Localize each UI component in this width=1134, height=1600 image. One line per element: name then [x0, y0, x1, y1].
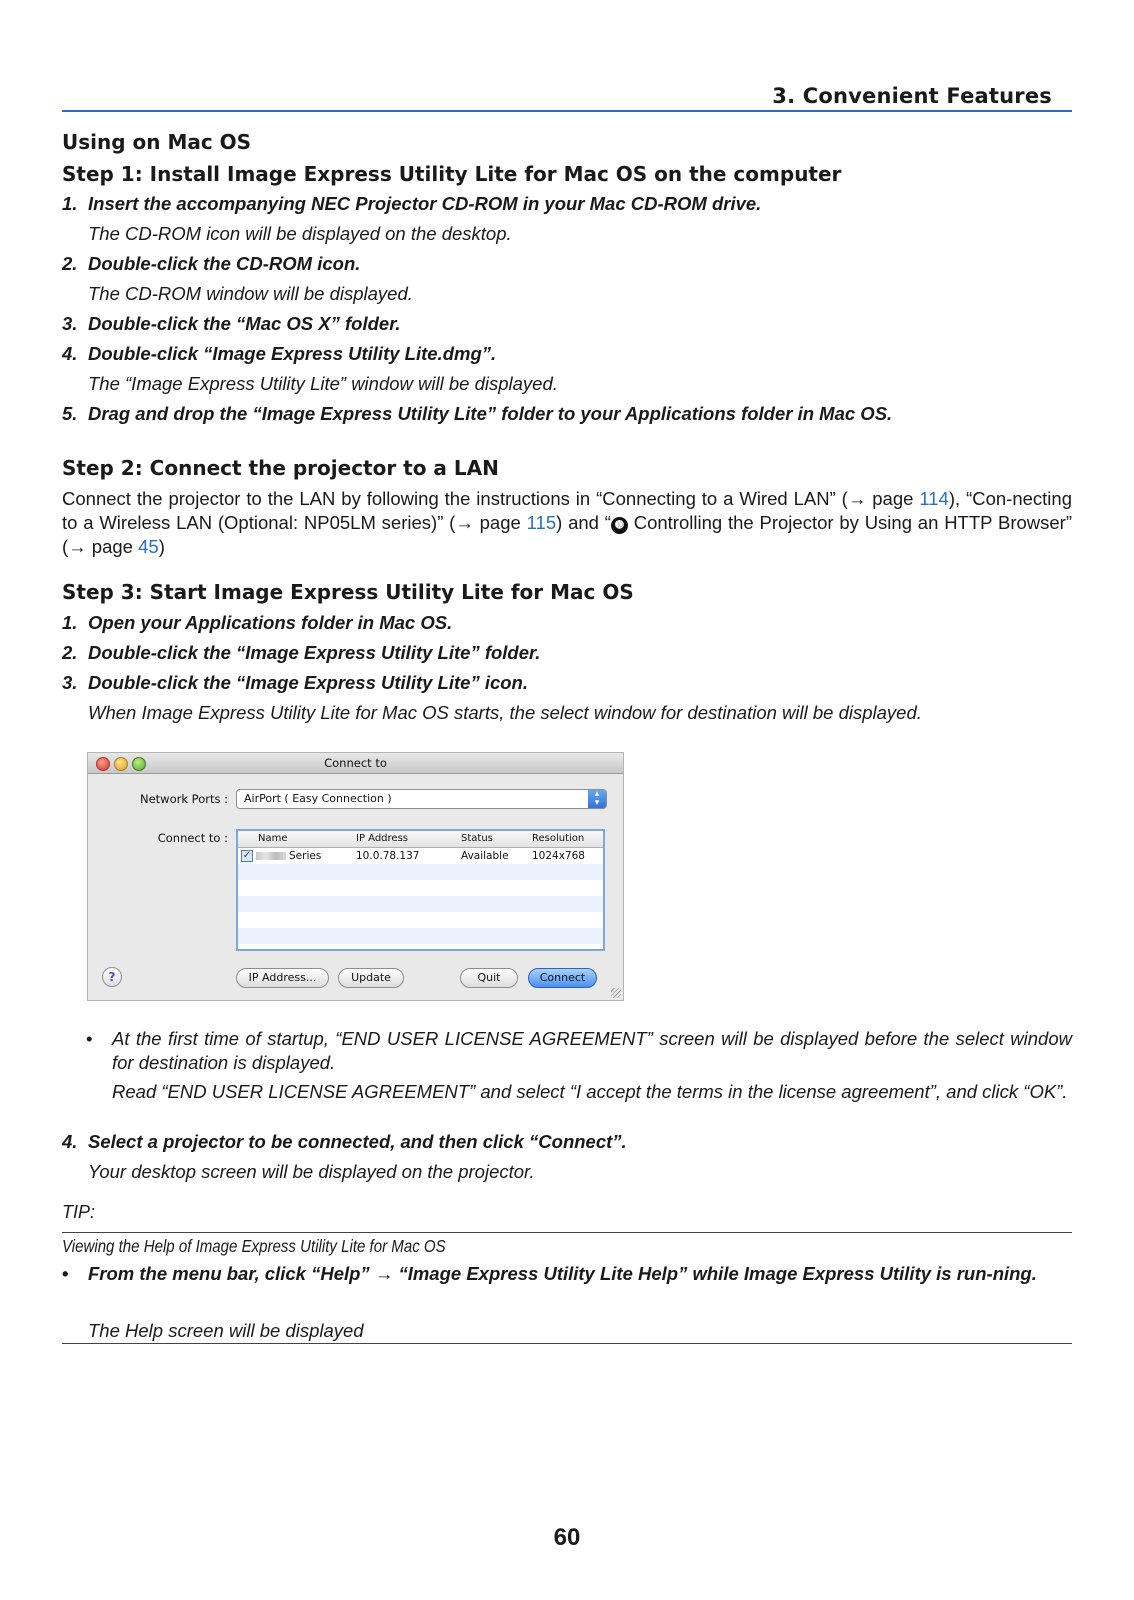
page-link-45[interactable]: 45: [138, 536, 159, 557]
table-row: [238, 880, 603, 896]
tip-bottom-rule: [62, 1343, 1072, 1344]
table-row: [238, 864, 603, 880]
chapter-title: 3. Convenient Features: [772, 84, 1052, 108]
tip-title: Viewing the Help of Image Express Utility Lite for Mac OS: [62, 1236, 446, 1256]
item-text: Double-click “Image Express Utility Lite.dmg”.: [88, 343, 497, 364]
step1-item-4-note: The “Image Express Utility Lite” window will be displayed.: [88, 373, 558, 394]
connect-button[interactable]: Connect: [528, 968, 597, 988]
step2-text: Connect the projector to the LAN by following the instructions in “Connecting to a Wired LAN” (→ page: [62, 488, 920, 509]
page-link-115[interactable]: 115: [526, 512, 557, 533]
bullet-icon: •: [86, 1028, 93, 1049]
item-number: 3.: [62, 672, 78, 693]
step3-item-2: [62, 642, 540, 664]
connect-to-dialog: [87, 752, 624, 1001]
step1-item-1-note: The CD-ROM icon will be displayed on the desktop.: [88, 223, 512, 244]
item-number: 3.: [62, 313, 78, 334]
item-text: Double-click the “Image Express Utility Lite” folder.: [88, 642, 541, 663]
step3-item-4-note: Your desktop screen will be displayed on the projector.: [88, 1161, 535, 1182]
header-rule: [62, 110, 1072, 112]
step2-text: ), “Con-necting to a Wireless LAN (Optional: NP05LM series)” (→ page: [62, 488, 1072, 533]
update-button[interactable]: Update: [338, 968, 404, 988]
table-row[interactable]: [238, 848, 603, 864]
row-resolution: 1024x768: [532, 850, 585, 862]
network-ports-select[interactable]: [236, 789, 607, 809]
item-number: 2.: [62, 642, 78, 663]
network-ports-label: Network Ports :: [140, 792, 228, 806]
dialog-title: Connect to: [324, 756, 387, 770]
eula-note: Read “END USER LICENSE AGREEMENT” and select “I accept the terms in the license agreement”, and click “OK”.: [112, 1081, 1068, 1102]
tip-label: TIP:: [62, 1202, 96, 1222]
item-text: Open your Applications folder in Mac OS.: [88, 612, 453, 633]
bullet-icon: •: [62, 1263, 69, 1284]
chapter-10-icon: ➓: [611, 517, 628, 534]
startup-bullet-text: At the first time of startup, “END USER LICENSE AGREEMENT” screen will be displayed before the select window for destination is displayed.: [112, 1028, 1072, 1073]
step2-title: Step 2: Connect the projector to a LAN: [62, 456, 499, 480]
item-number: 4.: [62, 343, 78, 364]
column-header-status[interactable]: Status: [461, 833, 493, 844]
step3-item-3: [62, 672, 528, 694]
step2-text: ) and “: [556, 512, 611, 533]
step2-text: Controlling the Projector by Using an HTTP Browser” (→ page: [62, 512, 1072, 557]
blurred-model-name: [256, 852, 286, 860]
tip-bullet-text: From the menu bar, click “Help” → “Image Express Utility Lite Help” while Image Express Utility is run-ning.: [88, 1263, 1037, 1284]
step1-item-4: [62, 343, 496, 365]
table-row: [238, 928, 603, 944]
network-ports-value: AirPort ( Easy Connection ): [244, 792, 392, 805]
table-row: [238, 912, 603, 928]
step3-item-4: [62, 1131, 627, 1153]
ip-address-button[interactable]: IP Address...: [236, 968, 329, 988]
item-number: 2.: [62, 253, 78, 274]
step1-item-3: [62, 313, 401, 335]
step1-title: Step 1: Install Image Express Utility Lite for Mac OS on the computer: [62, 162, 842, 186]
connect-to-label: Connect to :: [157, 831, 228, 845]
row-checkbox[interactable]: ✓: [242, 850, 252, 861]
popup-arrows-icon: ▴ ▾: [588, 790, 606, 808]
step3-title: Step 3: Start Image Express Utility Lite for Mac OS: [62, 580, 634, 604]
help-button[interactable]: ?: [102, 967, 122, 987]
item-text: Insert the accompanying NEC Projector CD-ROM in your Mac CD-ROM drive.: [88, 193, 762, 214]
startup-bullet: [88, 1027, 1072, 1075]
item-number: 1.: [62, 612, 78, 633]
page-number: 60: [553, 1524, 581, 1551]
step3-note: When Image Express Utility Lite for Mac OS starts, the select window for destination will be displayed.: [88, 702, 922, 723]
item-text: Double-click the CD-ROM icon.: [88, 253, 361, 274]
step1-item-2-note: The CD-ROM window will be displayed.: [88, 283, 413, 304]
step1-item-5: [62, 403, 892, 425]
resize-grip-icon[interactable]: [611, 988, 621, 998]
step2-paragraph: [62, 487, 1072, 559]
column-header-name[interactable]: Name: [258, 833, 288, 844]
column-header-ip[interactable]: IP Address: [356, 833, 408, 844]
quit-button[interactable]: Quit: [460, 968, 518, 988]
step1-item-1: [62, 193, 761, 215]
table-header: [238, 831, 603, 848]
section-title: Using on Mac OS: [62, 130, 252, 154]
item-number: 4.: [62, 1131, 78, 1152]
step1-item-2: [62, 253, 360, 275]
step3-item-1: [62, 612, 452, 634]
item-text: Drag and drop the “Image Express Utility Lite” folder to your Applications folder in Mac OS.: [88, 403, 893, 424]
table-row: [238, 896, 603, 912]
tip-note: The Help screen will be displayed: [88, 1320, 364, 1341]
item-number: 1.: [62, 193, 78, 214]
row-ip: 10.0.78.137: [356, 850, 420, 862]
item-text: Select a projector to be connected, and then click “Connect”.: [88, 1131, 627, 1152]
tip-top-rule: [62, 1232, 1072, 1233]
item-number: 5.: [62, 403, 78, 424]
row-status: Available: [461, 850, 509, 862]
projector-table[interactable]: [236, 829, 605, 951]
step2-text: ): [158, 536, 165, 557]
item-text: Double-click the “Mac OS X” folder.: [88, 313, 401, 334]
column-header-resolution[interactable]: Resolution: [532, 833, 585, 844]
item-text: Double-click the “Image Express Utility Lite” icon.: [88, 672, 528, 693]
page-link-114[interactable]: 114: [919, 488, 949, 509]
tip-bullet: [62, 1262, 1072, 1286]
row-name: Series: [289, 850, 322, 862]
